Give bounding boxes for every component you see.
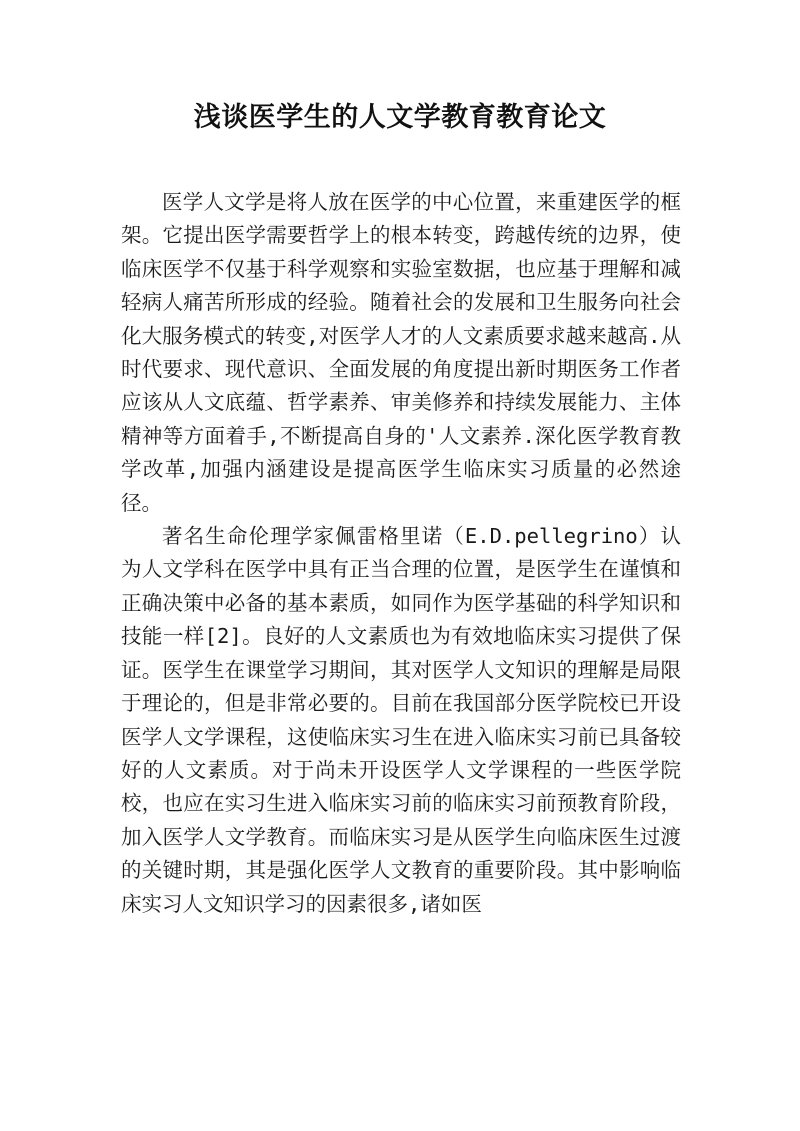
paragraph-1: 医学人文学是将人放在医学的中心位置，来重建医学的框架。它提出医学需要哲学上的根本转变，跨越传统的边界，使临床医学不仅基于科学观察和实验室数据，也应基于理解和减轻病人痛苦所形成的经验。随着社会的发展和卫生服务向社会化大服务模式的转变,对医学人才的人文素质要求越来越高.从时代要求、现代意识、全面发展的角度提出新时期医务工作者应该从人文底蕴、哲学素养、审美修养和持续发展能力、主体精神等方面着手,不断提高自身的'人文素养.深化医学教育教学改革,加强内涵建设是提高医学生临床实习质量的必然途径。 — [121, 190, 681, 515]
document-title: 浅谈医学生的人文学教育教育论文 — [193, 102, 607, 133]
paragraph-2: 著名生命伦理学家佩雷格里诺（E.D.pellegrino）认为人文学科在医学中具有正当合理的位置，是医学生在谨慎和正确决策中必备的基本素质，如同作为医学基础的科学知识和技能一样[2]。良好的人文素质也为有效地临床实习提供了保证。医学生在课堂学习期间，其对医学人文知识的理解是局限于理论的，但是非常必要的。目前在我国部分医学院校已开设医学人文学课程，这使临床实习生在进入临床实习前已具备较好的人文素质。对于尚未开设医学人文学课程的一些医学院校，也应在实习生进入临床实习前的临床实习前预教育阶段，加入医学人文学教育。而临床实习是从医学生向临床医生过渡的关键时期，其是强化医学人文教育的重要阶段。其中影响临床实习人文知识学习的因素很多,诸如医 — [121, 524, 681, 916]
document-body — [121, 186, 681, 921]
